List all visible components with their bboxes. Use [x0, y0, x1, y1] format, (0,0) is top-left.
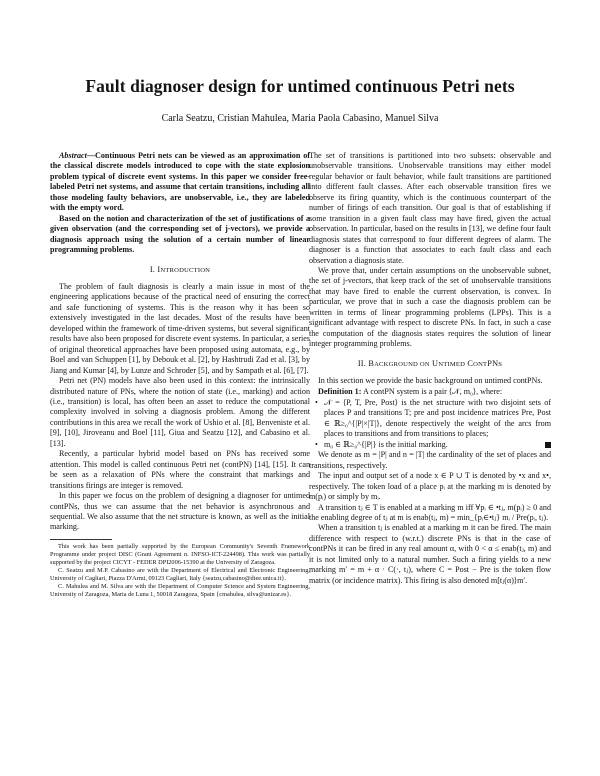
section-heading-introduction — [50, 265, 310, 276]
definition-text: A contPN system is a pair ⟨𝒩, m₀⟩, where: — [362, 386, 503, 396]
section-rest: NTRODUCTION — [160, 266, 211, 274]
body-paragraph: The input and output set of a node x ∈ P ∪ T is denoted by •x and x•, respectively. The token load of a place pᵢ at the marking m is denoted by m(pᵢ) or simply by mᵢ. — [309, 471, 551, 502]
footnote: C. Mahulea and M. Silva are with the Department of Computer Science and System Engineering, University of Zaragoza, Maria de Luna 1, 50018 Zaragoza, Spain {cmahulea, silva@unizar.es}. — [50, 583, 310, 599]
body-paragraph: In this section we provide the basic background on untimed contPNs. — [318, 376, 543, 386]
intro-paragraph: In this paper we focus on the problem of designing a diagnoser for untimed contPNs, thus we can assume that the net behavior is asynchronous and sequential. We also assume that the net structure is known, as well as the initial marking. — [50, 491, 310, 532]
paper-authors: Carla Seatzu, Cristian Mahulea, Maria Paola Cabasino, Manuel Silva — [161, 113, 439, 124]
section-heading-background — [309, 359, 551, 370]
body-paragraph: A transition tⱼ ∈ T is enabled at a marking m iff ∀pᵢ ∈ •tⱼ, m(pᵢ) ≥ 0 and the enabling degree of tⱼ at m is enab(tⱼ, m) = min_{pᵢ∈•tⱼ} mᵢ / Pre(pᵢ, tⱼ). — [309, 502, 551, 522]
abstract-text: —Continuous Petri nets can be viewed as an approximation of the classical discrete models introduced to cope with the state explosion problem typical of discrete event systems. In this paper we consider free-labeled Petri net systems, and assume that certain transitions, including all those modeling faulty behaviors, are unobservable, i.e., they are labeled with the empty word. — [50, 151, 310, 213]
definition-label: Definition 1: — [318, 386, 362, 396]
footnote: This work has been partially supported by the European Community's Seventh Framework Programme under project DISC (Grant Agreement n. INFSO-ICT-224498). This work was partially supported by the project CICYT - FEDER DPI2006-15390 at the University of Zaragoza. — [50, 542, 310, 567]
footnotes — [50, 543, 310, 600]
section-initial: U — [432, 358, 439, 368]
left-column — [50, 151, 310, 600]
right-column — [309, 151, 551, 586]
body-paragraph: The set of transitions is partitioned into two subsets: observable and unobservable transitions. Unobservable transitions may either model regular behavior or fault behavior, while fault transitions are partitioned into different fault classes. After each observable transition fires we observe its firing quantity, which is the continuous counterpart of the number of firings of each transition. Our goal is that of establishing if some transition in a given fault class may have fired, given the actual observation. In particular, based on the results in [13], we define four fault diagnosis states that correspond to four different degrees of alarm. The diagnoser is a function that associates to each fault class and each observation a diagnosis state. — [309, 151, 551, 265]
definition-paragraph — [309, 387, 551, 397]
section-rest: S — [498, 360, 503, 368]
qed-square-icon — [545, 442, 551, 448]
paper-title: Fault diagnoser design for untimed continuous Petri nets — [85, 76, 515, 96]
abstract-paragraph — [50, 151, 310, 214]
intro-paragraph: Recently, a particular hybrid model based on PNs has received some attention. This model is called continuous Petri net (contPN) [14], [15]. It can be seen as a relaxation of PNs where the constraint that markings and transitions firings are integer is removed. — [50, 449, 310, 490]
section-initial: C — [467, 358, 474, 368]
intro-paragraph: Petri net (PN) models have also been used in this context: the intrinsically distributed nature of PNs, where the notion of state (i.e., marking) and action (i.e., transition) is local, has often been an asset to reduce the computational complexity involved in solving a diagnosis problem. Among the different contributions in this area we recall the work of Ushio et al. [8], Benveniste et al. [9], [10], Jiroveanu and Boel [11], Giua and Seatzu [12], and Cabasino et al. [13]. — [50, 376, 310, 448]
section-rest: NTIMED — [438, 360, 466, 368]
section-number: II. — [357, 358, 367, 368]
definition-item-text: m₀ ∈ ℝ≥₀^{|P|} is the initial marking. — [324, 439, 448, 449]
section-initial: B — [368, 358, 375, 368]
abstract-paragraph-2: Based on the notion and characterization of the set of justifications of a given observation (and the corresponding set of j-vectors), we provide a diagnosis approach using the solution of a certain number of linear programming problems. — [50, 213, 310, 255]
body-paragraph: We prove that, under certain assumptions on the unobservable subnet, the set of j-vectors, that keep track of the set of unobservable transitions that may have fired to enable the current observation, is convex. In particular, we prove that in such a case the diagnosis problem can be written in terms of linear programming problems (LPPs). This is a significant advantage with respect to discrete PNs. In fact, in such a case the computation of the diagnosis states requires the solution of linear integer programming problems. — [309, 265, 551, 349]
body-paragraph: We denote as m = |P| and n = |T| the cardinality of the set of places and transitions, respectively. — [309, 450, 551, 470]
section-number: I. — [149, 264, 156, 274]
section-rest: ACKGROUND ON — [374, 360, 430, 368]
definition-item: • 𝒩 = ⟨P, T, Pre, Post⟩ is the net structure with two disjoint sets of places P and transitions T; pre and post incidence matrices Pre, Post ∈ ℝ≥₀^{|P|×|T|}, denote respectively the weight of the arcs from places to transitions and from transitions to places; — [324, 398, 551, 440]
section-initial: PN — [487, 358, 499, 368]
section-initial: I — [157, 264, 161, 274]
section-rest: ONT — [473, 360, 488, 368]
footnote: C. Seatzu and M.P. Cabasino are with the Department of Electrical and Electronic Engineering, University of Cagliari, Piazza D'Armi, 09123 Cagliari, Italy {seatzu,cabasino@diee.unica.it}. — [50, 567, 310, 583]
definition-item — [324, 440, 551, 450]
body-paragraph: When a transition tⱼ is enabled at a marking m it can be fired. The main difference with respect to (w.r.t.) discrete PNs is that in the case of contPNs it can be fired in any real amount α, with 0 < α ≤ enab(tⱼ, m) and it is not limited only to a natural number. Such a firing yields to a new marking m′ = m + α · C(·, tⱼ), where C = Post − Pre is the token flow matrix (or incidence matrix). This firing is also denoted m[tⱼ(α)⟩m′. — [309, 523, 551, 585]
abstract-label: Abstract — [59, 151, 87, 160]
footnote-rule — [50, 539, 112, 540]
intro-paragraph: The problem of fault diagnosis is clearly a main issue in most of the engineering applications because of the practical need of ensuring the correct and safe functioning of systems. This is the reason why it has been so extensively investigated in the last decades. Most of the results have been developed within the framework of time-driven systems, but several significant results have also been proposed for discrete event systems. In particular, a series of original theoretical approaches have been proposed using automata, e.g., by Boel and van Schuppen [1], by Debouk et al. [2], by Hashtrudi Zad et al. [3], by Jiang and Kumar [4], by Lunze and Schroder [5], and by Sampath et al. [6], [7]. — [50, 281, 310, 375]
definition-list — [309, 398, 551, 450]
